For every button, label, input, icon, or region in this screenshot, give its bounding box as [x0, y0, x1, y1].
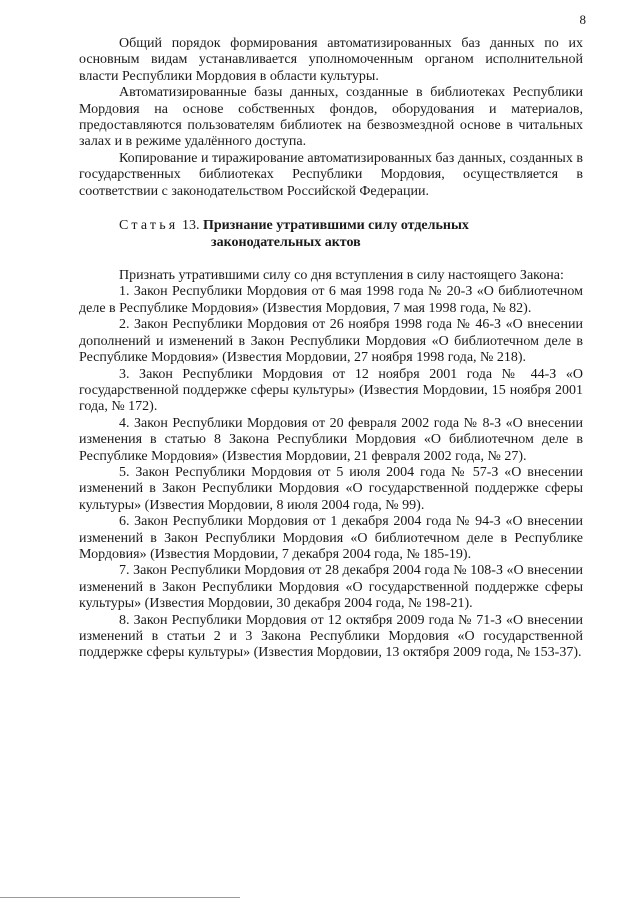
- section-number: 13.: [181, 218, 200, 234]
- section-title-line1: Признание утратившими силу отдельных: [202, 218, 469, 234]
- section-label: Статья: [119, 218, 179, 234]
- footer-divider: [0, 897, 240, 898]
- list-item: 1. Закон Республики Мордовия от 6 мая 1998 года № 20-З «О библиотечном деле в Республике Мордовия» (Известия Мордовия, 7 мая 1998 года, № 82).: [79, 284, 583, 316]
- list-item: 2. Закон Республики Мордовия от 26 ноября 1998 года № 46-З «О внесении дополнений и изменений в Закон Республики Мордовия «О библиотечном деле в Республике Мордовия» (Известия Мордовии, 27 ноября 1998 года, № 218).: [79, 317, 583, 366]
- section-title-line2: законодательных актов: [211, 235, 361, 251]
- list-item: 5. Закон Республики Мордовия от 5 июля 2004 года № 57-З «О внесении изменений в Закон Республики Мордовия «О государственной поддержке сферы культуры» (Известия Мордовии, 8 июля 2004 года, № 99).: [79, 464, 583, 513]
- list-item: 7. Закон Республики Мордовия от 28 декабря 2004 года № 108-З «О внесении изменений в Закон Республики Мордовия «О государственной поддержке сферы культуры» (Известия Мордовии, 30 декабря 2004 года, № 198-21).: [79, 563, 583, 612]
- paragraph: Автоматизированные базы данных, созданные в библиотеках Республики Мордовия на основе собственных фондов, оборудования и материалов, предоставляются пользователям библиотек на безвозмездной основе в читальных залах и в режиме удалённого доступа.: [79, 85, 583, 150]
- list-item: 3. Закон Республики Мордовия от 12 ноября 2001 года № 44-З «О государственной поддержке сферы культуры» (Известия Мордовии, 15 ноября 2001 года, № 172).: [79, 366, 583, 415]
- document-body: [79, 36, 583, 662]
- paragraph: Общий порядок формирования автоматизированных баз данных по их основным видам устанавливается уполномоченным органом исполнительной власти Республики Мордовия в области культуры.: [79, 36, 583, 84]
- list-item: 6. Закон Республики Мордовия от 1 декабря 2004 года № 94-З «О внесении изменений в Закон Республики Мордовия «О библиотечном деле в Республике Мордовия» (Известия Мордовии, 7 декабря 2004 года, № 185-19).: [79, 514, 583, 562]
- section-heading: [79, 217, 583, 251]
- list-item: 8. Закон Республики Мордовия от 12 октября 2009 года № 71-З «О внесении изменений в статьи 2 и 3 Закона Республики Мордовия «О государственной поддержке сферы культуры» (Известия Мордовии, 13 октября 2009 года, № 153-37).: [79, 612, 583, 661]
- page-number: 8: [579, 12, 586, 27]
- repealed-acts-list: [79, 284, 583, 661]
- list-item: 4. Закон Республики Мордовия от 20 февраля 2002 года № 8-З «О внесении изменения в статью 8 Закона Республики Мордовия «О библиотечном деле в Республике Мордовия» (Известия Мордовии, 21 февраля 2002 года, № 27).: [79, 415, 583, 464]
- paragraph: Копирование и тиражирование автоматизированных баз данных, созданных в государственных библиотеках Республики Мордовия, осуществляется в соответствии с законодательством Российской Федерации.: [79, 150, 583, 199]
- intro-paragraph: Признать утратившими силу со дня вступления в силу настоящего Закона:: [119, 268, 564, 284]
